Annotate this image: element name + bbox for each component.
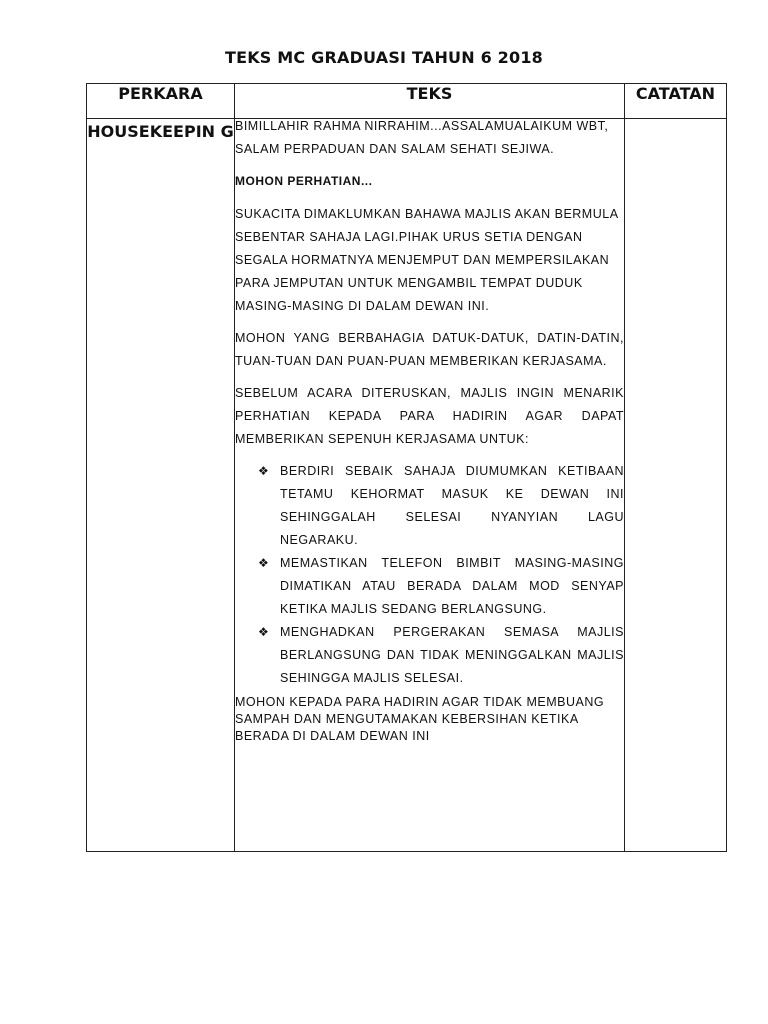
header-catatan: CATATAN (625, 84, 727, 119)
header-teks: TEKS (235, 84, 625, 119)
catatan-cell (625, 119, 727, 852)
header-perkara: PERKARA (87, 84, 235, 119)
list-item-text: BERDIRI SEBAIK SAHAJA DIUMUMKAN KETIBAAN TETAMU KEHORMAT MASUK KE DEWAN INI SEHINGGALAH SELESAI NYANYIAN LAGU NEGARAKU. (280, 464, 624, 547)
mc-script-table (86, 83, 727, 852)
perkara-cell: HOUSEKEEPIN G (87, 119, 235, 852)
document-title: TEKS MC GRADUASI TAHUN 6 2018 (224, 48, 544, 67)
instruction-list (235, 460, 624, 690)
list-item (258, 460, 624, 552)
diamond-bullet-icon: ❖ (258, 625, 270, 639)
intro-instructions-paragraph: SEBELUM ACARA DITERUSKAN, MAJLIS INGIN MENARIK PERHATIAN KEPADA PARA HADIRIN AGAR DAPAT MEMBERIKAN SEPENUH KERJASAMA UNTUK: (235, 386, 624, 446)
list-item-text: MENGHADKAN PERGERAKAN SEMASA MAJLIS BERLANGSUNG DAN TIDAK MENINGGALKAN MAJLIS SEHINGGA MAJLIS SELESAI. (280, 625, 624, 685)
table-header-row (87, 84, 727, 119)
diamond-bullet-icon: ❖ (258, 556, 270, 570)
list-item (258, 621, 624, 690)
closing-paragraph: MOHON KEPADA PARA HADIRIN AGAR TIDAK MEMBUANG SAMPAH DAN MENGUTAMAKAN KEBERSIHAN KETIKA BERADA DI DALAM DEWAN INI (235, 695, 605, 743)
greeting-paragraph: BIMILLAHIR RAHMA NIRRAHIM...ASSALAMUALAIKUM WBT, SALAM PERPADUAN DAN SALAM SEHATI SEJIWA. (235, 119, 609, 156)
diamond-bullet-icon: ❖ (258, 464, 270, 478)
attention-heading: MOHON PERHATIAN... (235, 174, 373, 188)
teks-cell (235, 119, 625, 852)
table-row (87, 119, 727, 852)
list-item (258, 552, 624, 621)
list-item-text: MEMASTIKAN TELEFON BIMBIT MASING-MASING DIMATIKAN ATAU BERADA DALAM MOD SENYAP KETIKA MAJLIS SEDANG BERLANGSUNG. (280, 556, 624, 616)
announcement-paragraph: SUKACITA DIMAKLUMKAN BAHAWA MAJLIS AKAN BERMULA SEBENTAR SAHAJA LAGI.PIHAK URUS SETIA DENGAN SEGALA HORMATNYA MENJEMPUT DAN MEMPERSILAKAN PARA JEMPUTAN UNTUK MENGAMBIL TEMPAT DUDUK MASING-MASING DI DALAM DEWAN INI. (235, 207, 618, 313)
cooperation-paragraph: MOHON YANG BERBAHAGIA DATUK-DATUK, DATIN-DATIN, TUAN-TUAN DAN PUAN-PUAN MEMBERIKAN KERJASAMA. (235, 331, 624, 368)
